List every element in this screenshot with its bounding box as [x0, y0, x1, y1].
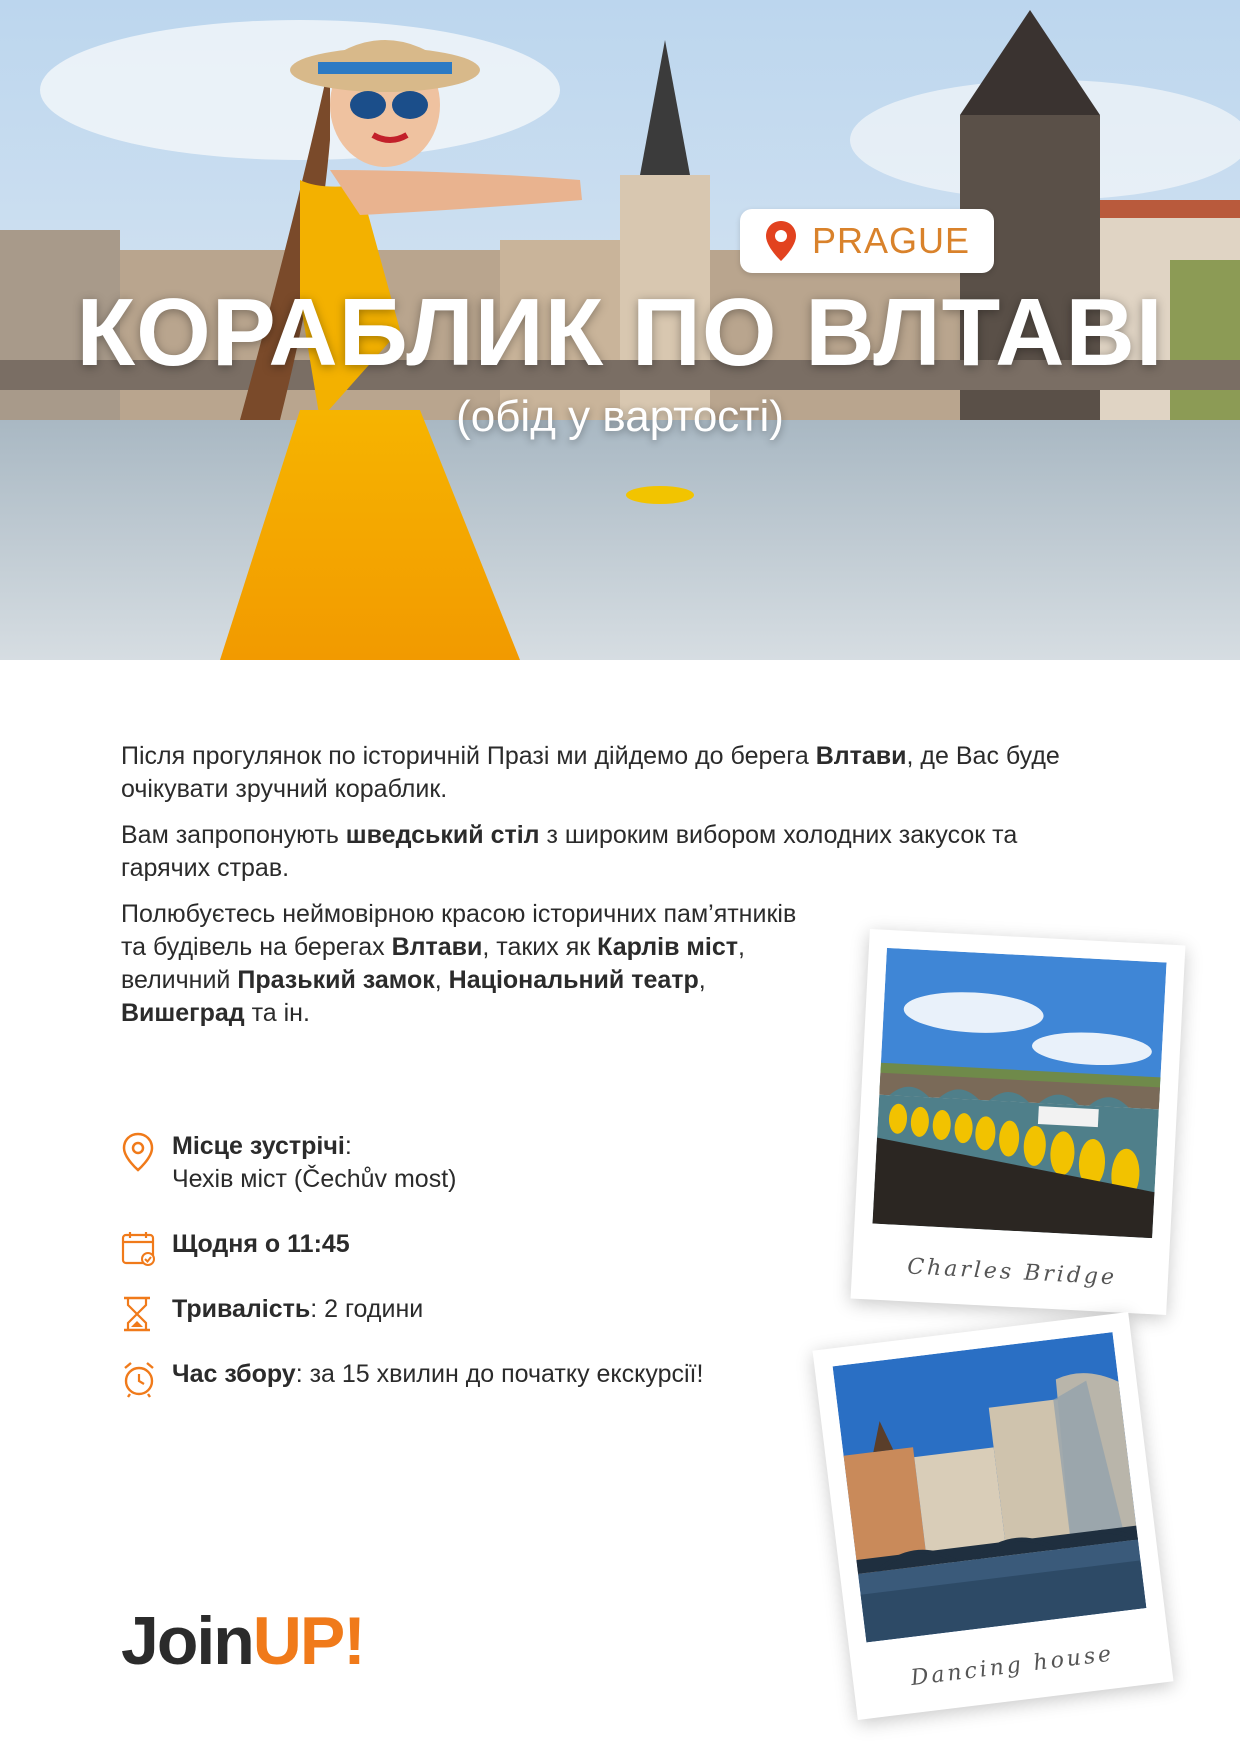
text-span: ,: [698, 966, 706, 994]
info-list: [121, 1130, 761, 1423]
bold-span: Влтави: [391, 933, 483, 961]
logo-text-accent: UP!: [252, 1603, 364, 1679]
bold-span: Празький замок: [237, 966, 435, 994]
duration-label: Тривалість: [172, 1295, 311, 1323]
location-tag: [740, 209, 994, 273]
photo-card-charles-bridge: [851, 929, 1186, 1315]
meeting-colon: :: [344, 1132, 352, 1160]
bold-span: Вишеград: [121, 999, 245, 1027]
hourglass-icon: [121, 1295, 153, 1333]
text-span: ,: [434, 966, 449, 994]
location-icon: [121, 1132, 155, 1172]
description-paragraph-1: [121, 740, 1101, 806]
text-span: , таких як: [482, 933, 598, 961]
logo-text-dark: Join: [121, 1603, 253, 1679]
meeting-label: Місце зустрічі: [172, 1132, 345, 1160]
gathering-label: Час збору: [172, 1360, 296, 1388]
text-span: величний: [121, 966, 238, 994]
bold-span: Національний театр: [448, 966, 699, 994]
description-paragraph-2: [121, 819, 1101, 885]
bold-span: шведський стіл: [345, 821, 540, 849]
duration-value: : 2 години: [310, 1295, 424, 1323]
text-span: , де Вас буде очікувати зручний кораблик.: [121, 742, 1060, 803]
text-span: Вам запропонують: [121, 821, 346, 849]
info-schedule: [121, 1228, 761, 1261]
charles-bridge-photo: [872, 948, 1166, 1238]
gathering-value: : за 15 хвилин до початку екскурсії!: [295, 1360, 704, 1388]
schedule-label: Щодня о 11:45: [172, 1230, 350, 1258]
text-span: Полюбуєтесь неймовірною красою історичних пам’ятників: [121, 900, 797, 928]
info-gathering-time: [121, 1358, 761, 1391]
bold-span: Влтави: [815, 742, 907, 770]
map-pin-icon: [764, 219, 798, 263]
meeting-value: Чехів міст (Čechův most): [172, 1165, 457, 1193]
hero-banner: [0, 0, 1240, 660]
info-duration: [121, 1293, 761, 1326]
photo-caption: Charles Bridge: [906, 1254, 1118, 1291]
photo-card-dancing-house: [813, 1312, 1174, 1720]
dancing-house-photo: [833, 1332, 1147, 1642]
page-title: КОРАБЛИК ПО ВЛТАВІ: [76, 279, 1164, 386]
bold-span: Карлів міст: [597, 933, 738, 961]
text-span: Після прогулянок по історичній Празі ми дійдемо до берега: [121, 742, 816, 770]
page-subtitle: (обід у вартості): [456, 392, 784, 441]
photo-caption: Dancing house: [909, 1641, 1116, 1692]
brand-logo: [121, 1602, 364, 1680]
alarm-clock-icon: [121, 1360, 157, 1398]
calendar-icon: [121, 1230, 157, 1266]
text-span: з широким вибором холодних закусок та гарячих страв.: [121, 821, 1018, 882]
location-tag-text: PRAGUE: [811, 220, 971, 261]
info-meeting-point: [121, 1130, 761, 1196]
text-span: та будівель на берегах: [121, 933, 392, 961]
text-span: та ін.: [244, 999, 310, 1027]
text-span: ,: [737, 933, 745, 961]
